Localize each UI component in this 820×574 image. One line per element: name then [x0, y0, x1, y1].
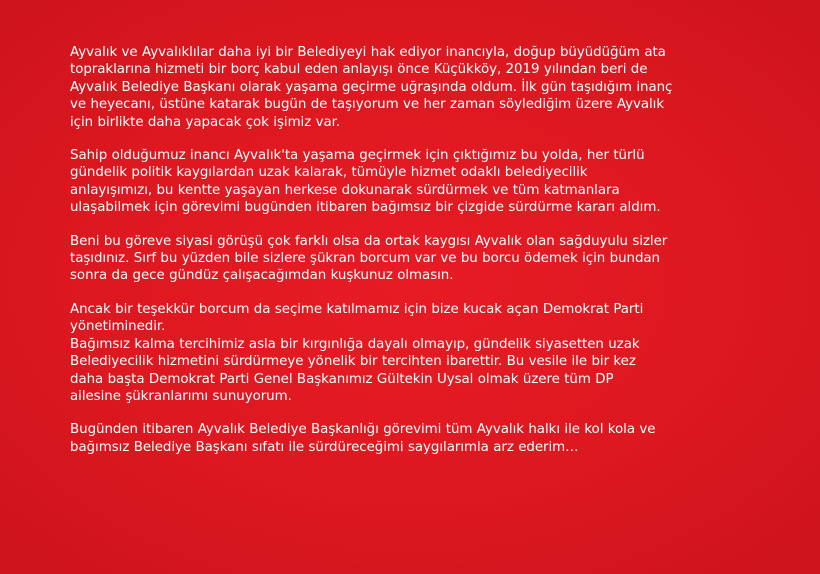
paragraph-line: topraklarına hizmeti bir borç kabul eden anlayışı önce Küçükköy, 2019 yılından beri de	[70, 62, 648, 78]
paragraph-line: bağımsız Belediye Başkanı sıfatı ile sürdüreceğimi saygılarımla arz ederim…	[70, 439, 579, 455]
paragraph-line: daha başta Demokrat Parti Genel Başkanımız Gültekin Uysal olmak üzere tüm DP	[70, 371, 614, 387]
paragraph-line: gündelik politik kaygılardan uzak kalarak, tümüyle hizmet odaklı belediyecilik	[70, 165, 588, 181]
paragraph-line: Beni bu göreve siyasi görüşü çok farklı olsa da ortak kaygısı Ayvalık olan sağduyulu sizler	[70, 233, 668, 249]
paragraph-line: Sahip olduğumuz inancı Ayvalık'ta yaşama geçirmek için çıktığımız bu yolda, her türlü	[70, 148, 645, 164]
paragraph-line: ailesine şükranlarımı sunuyorum.	[70, 388, 292, 404]
paragraph-1	[70, 44, 770, 131]
paragraph-line: yönetiminedir.	[70, 319, 166, 335]
paragraph-line: taşıdınız. Sırf bu yüzden bile sizlere şükran borcum var ve bu borcu ödemek için bundan	[70, 251, 660, 267]
paragraph-5	[70, 421, 770, 456]
paragraph-3	[70, 233, 770, 285]
statement-text-block	[70, 44, 770, 472]
paragraph-line: ve heyecanı, üstüne katarak bugün de taşıyorum ve her zaman söylediğim üzere Ayvalık	[70, 97, 665, 113]
paragraph-4	[70, 301, 770, 405]
paragraph-line: Ayvalık Belediye Başkanı olarak yaşama geçirme uğraşında oldum. İlk gün taşıdığım inanç	[70, 79, 673, 95]
paragraph-line: Bağımsız kalma tercihimiz asla bir kırgınlığa dayalı olmayıp, gündelik siyasetten uzak	[70, 336, 640, 352]
paragraph-2	[70, 147, 770, 217]
paragraph-line: Ancak bir teşekkür borcum da seçime katılmamız için bize kucak açan Demokrat Parti	[70, 301, 644, 317]
paragraph-line: ulaşabilmek için görevimi bugünden itibaren bağımsız bir çizgide sürdürme kararı aldım.	[70, 200, 661, 216]
paragraph-line: Bugünden itibaren Ayvalık Belediye Başkanlığı görevimi tüm Ayvalık halkı ile kol kola ve	[70, 422, 656, 438]
paragraph-line: Ayvalık ve Ayvalıklılar daha iyi bir Belediyeyi hak ediyor inancıyla, doğup büyüdüğüm ata	[70, 45, 666, 60]
paragraph-line: Belediyecilik hizmetini sürdürmeye yönelik bir tercihten ibarettir. Bu vesile ile bir kez	[70, 354, 636, 370]
paragraph-line: anlayışımızı, bu kentte yaşayan herkese dokunarak sürdürmek ve tüm katmanlara	[70, 182, 620, 198]
paragraph-line: için birlikte daha yapacak çok işimiz var.	[70, 114, 341, 130]
paragraph-line: sonra da gece gündüz çalışacağımdan kuşkunuz olmasın.	[70, 268, 454, 284]
